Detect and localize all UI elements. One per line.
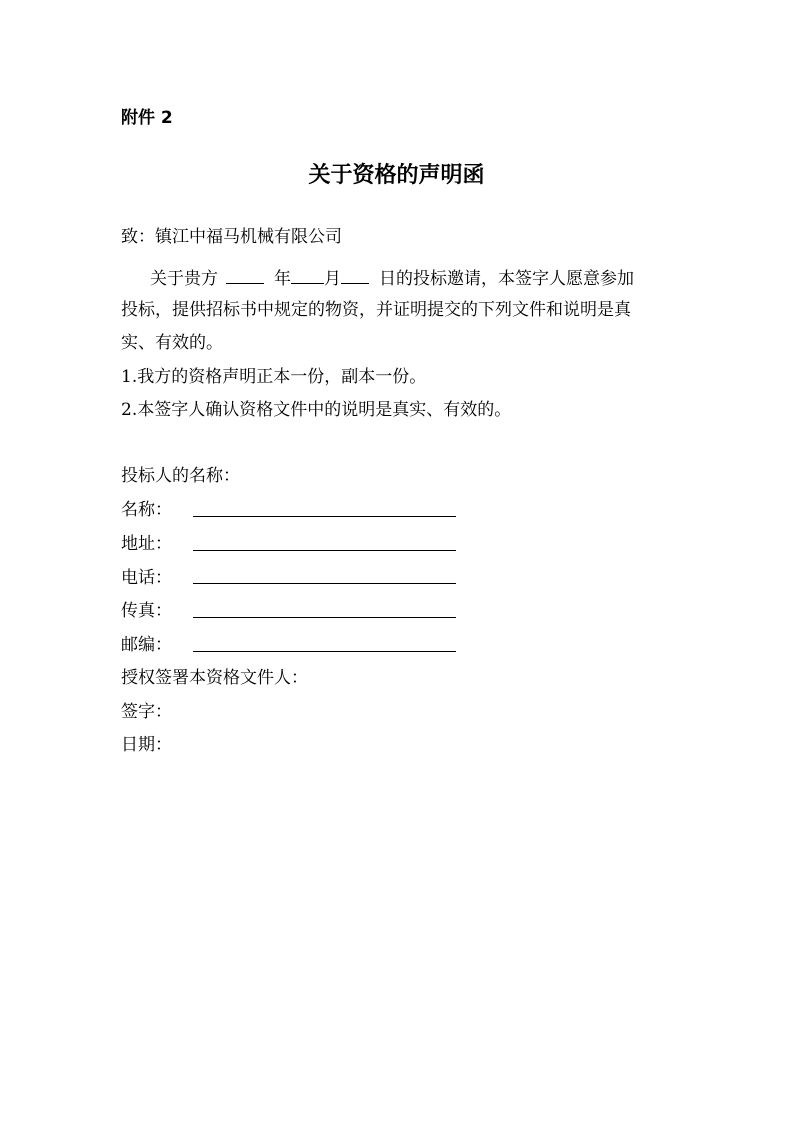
field-name-input-line[interactable] — [193, 516, 456, 517]
intro-line-3: 实、有效的。 — [121, 333, 223, 353]
field-name-label: 名称： — [121, 500, 172, 520]
month-label: 月 — [324, 269, 341, 289]
field-postcode-label: 邮编： — [121, 635, 172, 655]
intro-text-part1: 关于贵方 — [150, 269, 218, 289]
year-blank[interactable] — [226, 265, 264, 284]
list-item-1: 1.我方的资格声明正本一份，副本一份。 — [121, 367, 427, 387]
authorized-signer-label: 授权签署本资格文件人： — [121, 668, 308, 688]
field-phone-input-line[interactable] — [193, 583, 456, 584]
intro-text-part2: 日的投标邀请，本签字人愿意参加 — [379, 269, 634, 289]
field-phone-label: 电话： — [121, 568, 172, 588]
intro-line-1 — [150, 265, 634, 291]
month-blank[interactable] — [291, 265, 324, 284]
bidder-heading: 投标人的名称： — [121, 466, 240, 486]
list-item-2: 2.本签字人确认资格文件中的说明是真实、有效的。 — [121, 400, 512, 420]
field-fax-label: 传真： — [121, 601, 172, 621]
field-postcode-input-line[interactable] — [193, 651, 456, 652]
date-label: 日期： — [121, 735, 172, 755]
page-title: 关于资格的声明函 — [308, 163, 485, 188]
year-label: 年 — [274, 269, 291, 289]
day-blank[interactable] — [341, 265, 369, 284]
field-address-label: 地址： — [121, 534, 172, 554]
attachment-label: 附件 2 — [121, 108, 173, 128]
field-address-input-line[interactable] — [193, 550, 456, 551]
recipient-line: 致：镇江中福马机械有限公司 — [121, 227, 342, 247]
intro-line-2: 投标，提供招标书中规定的物资，并证明提交的下列文件和说明是真 — [121, 300, 631, 320]
signature-label: 签字： — [121, 702, 172, 722]
field-fax-input-line[interactable] — [193, 617, 456, 618]
